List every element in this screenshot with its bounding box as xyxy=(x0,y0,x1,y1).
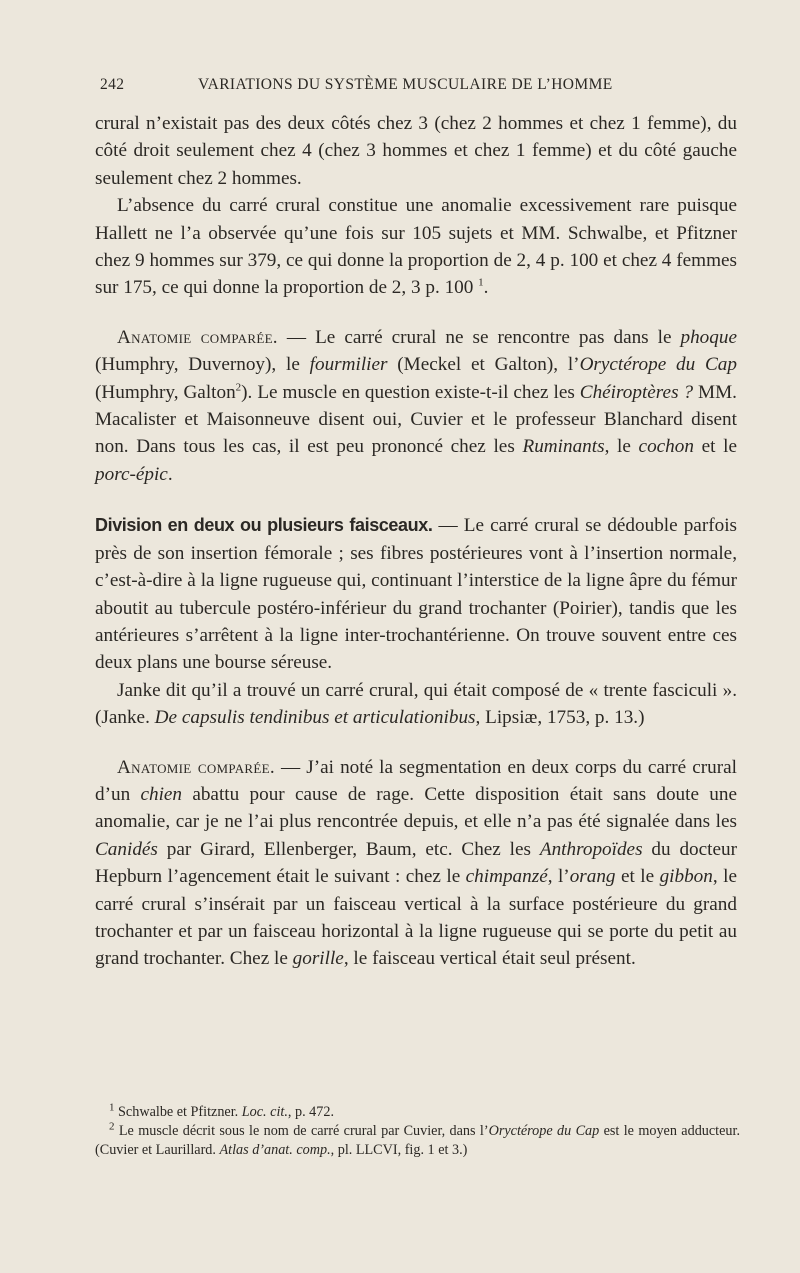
page-number: 242 xyxy=(100,76,125,93)
running-title: VARIATIONS DU SYSTÈME MUSCULAIRE DE L’HOMME xyxy=(198,76,613,93)
footnote-1: $^1$ Schwalbe et Pfitzner. Loc. cit., p. 472. xyxy=(109,1101,334,1120)
page-body xyxy=(95,110,737,973)
paragraph-absence: L’absence du carré crural constitue une anomalie excessivement rare puisque Hallett ne l’a observée qu’une fois sur 105 sujets et MM. Schwalbe, et Pfitzner chez 9 hommes sur 379, ce qui donne la proportion de 2, 4 p. 100 et chez 4 femmes sur 175, ce qui donne la proportion de 2, 3 p. 100 $^1$. xyxy=(95,195,737,299)
section-lead: Anatomie comparée. xyxy=(117,326,278,348)
section-heading: Division en deux ou plusieurs faisceaux. xyxy=(95,515,433,536)
footnotes xyxy=(95,1103,740,1160)
section-lead: Anatomie comparée. xyxy=(117,756,275,778)
paragraph-janke: Janke dit qu’il a trouvé un carré crural, qui était composé de « trente fasciculi ». (Janke. De capsulis tendinibus et articulationibus, Lipsiæ, 1753, p. 13.) xyxy=(95,679,737,729)
paragraph-continuation: crural n’existait pas des deux côtés chez 3 (chez 2 hommes et chez 1 femme), du côté droit seulement chez 4 (chez 3 hommes et chez 1 femme) et du côté gauche seulement chez 2 hommes. xyxy=(95,113,737,189)
footnote-ref-2[interactable]: 2 xyxy=(235,381,242,394)
paragraph-comparative-anatomy-2: Anatomie comparée. — J’ai noté la segmentation en deux corps du carré crural d’un chien abattu pour cause de rage. Cette disposition était sans doute une anomalie, car je ne l’ai plus rencontrée depuis, et elle n’a pas été signalée dans les Canidés par Girard, Ellenberger, Baum, etc. Chez les Anthropoïdes du docteur Hepburn l’agencement était le suivant : chez le chimpanzé, l’orang et le gibbon, le carré crural s’insérait par un faisceau vertical à la surface postérieure du grand trochanter et par un faisceau horizontal à la ligne rugueuse qui se porte du petit au grand trochanter. Chez le gorille, le faisceau vertical était seul présent. xyxy=(95,756,737,970)
footnote-ref-1[interactable]: 1 xyxy=(478,277,484,290)
paragraph-division: Division en deux ou plusieurs faisceaux. — Le carré crural se dédouble parfois près de son insertion fémorale ; ses fibres postérieures vont à l’insertion normale, c’est-à-dire à la ligne rugueuse qui, continuant l’interstice de la ligne âpre du fémur aboutit au tubercule postéro-inférieur du grand trochanter (Poirier), tandis que les antérieures s’arrêtent à la ligne inter-trochantérienne. On trouve souvent entre ces deux plans une bourse séreuse. xyxy=(95,515,737,674)
paragraph-comparative-anatomy-1: Anatomie comparée. — Le carré crural ne se rencontre pas dans le phoque (Humphry, Duvernoy), le fourmilier (Meckel et Galton), l’Oryctérope du Cap (Humphry, Galton$^2$). Le muscle en question existe-t-il chez les Chéiroptères ? MM. Macalister et Maisonneuve disent oui, Cuvier et le professeur Blanchard disent non. Dans tous les cas, il est peu prononcé chez les Ruminants, le cochon et le porc-épic. xyxy=(95,326,737,485)
footnote-2: $^2$ Le muscle décrit sous le nom de carré crural par Cuvier, dans l’Oryctérope du Cap est le moyen adducteur. (Cuvier et Laurillard. Atlas d’anat. comp., pl. LLCVI, fig. 1 et 3.) xyxy=(95,1120,741,1158)
